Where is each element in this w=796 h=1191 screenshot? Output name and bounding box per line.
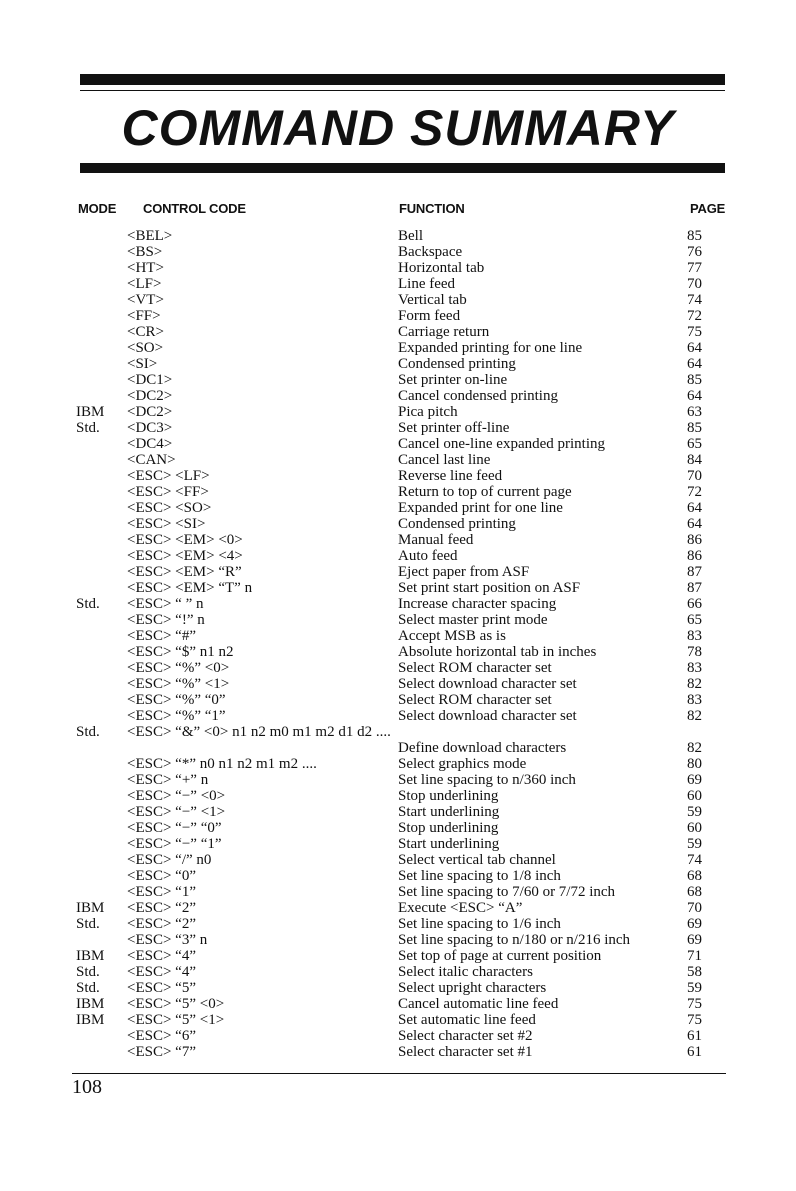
control-code-cell: <DC3> — [127, 420, 173, 436]
function-cell: Pica pitch — [398, 404, 458, 420]
function-cell: Set line spacing to 7/60 or 7/72 inch — [398, 884, 616, 900]
table-row — [0, 708, 796, 724]
page-cell: 61 — [687, 1044, 702, 1060]
table-row — [0, 852, 796, 868]
control-code-cell: <ESC> “2” — [127, 916, 196, 932]
function-cell: Select ROM character set — [398, 692, 552, 708]
function-cell: Start underlining — [398, 836, 500, 852]
page-cell: 71 — [687, 948, 702, 964]
control-code-cell: <DC1> — [127, 372, 173, 388]
table-row — [0, 516, 796, 532]
control-code-cell: <ESC> <SI> — [127, 516, 206, 532]
table-row — [0, 564, 796, 580]
table-row — [0, 452, 796, 468]
function-cell: Set top of page at current position — [398, 948, 602, 964]
function-cell: Set line spacing to n/180 or n/216 inch — [398, 932, 631, 948]
table-row — [0, 676, 796, 692]
page-cell: 74 — [687, 292, 702, 308]
control-code-cell: <ESC> <FF> — [127, 484, 209, 500]
function-cell: Auto feed — [398, 548, 458, 564]
table-row — [0, 724, 796, 740]
mode-cell: Std. — [76, 980, 100, 996]
page-cell: 61 — [687, 1028, 702, 1044]
control-code-cell: <ESC> “%” <1> — [127, 676, 230, 692]
function-cell: Select character set #2 — [398, 1028, 533, 1044]
page-cell: 75 — [687, 996, 702, 1012]
control-code-cell: <ESC> “0” — [127, 868, 196, 884]
page-cell: 70 — [687, 468, 702, 484]
control-code-cell: <ESC> “−” “1” — [127, 836, 222, 852]
table-row — [0, 820, 796, 836]
function-cell: Expanded printing for one line — [398, 340, 583, 356]
function-cell: Set automatic line feed — [398, 1012, 536, 1028]
table-row — [0, 324, 796, 340]
page-cell: 84 — [687, 452, 702, 468]
function-cell: Select character set #1 — [398, 1044, 533, 1060]
control-code-cell: <ESC> “6” — [127, 1028, 196, 1044]
function-cell: Expanded print for one line — [398, 500, 563, 516]
function-cell: Execute <ESC> “A” — [398, 900, 523, 916]
table-row — [0, 868, 796, 884]
control-code-cell: <ESC> “&” <0> n1 n2 m0 m1 m2 d1 d2 .... — [127, 724, 391, 740]
control-code-cell: <ESC> <LF> — [127, 468, 210, 484]
page-cell: 75 — [687, 324, 702, 340]
page-cell: 83 — [687, 628, 702, 644]
control-code-cell: <ESC> “−” “0” — [127, 820, 222, 836]
top-thin-rule — [80, 90, 725, 91]
function-cell: Select download character set — [398, 708, 577, 724]
header-control-code: CONTROL CODE — [143, 201, 246, 216]
function-cell: Manual feed — [398, 532, 474, 548]
page-cell: 65 — [687, 436, 702, 452]
function-cell: Stop underlining — [398, 820, 499, 836]
mode-cell: IBM — [76, 900, 105, 916]
control-code-cell: <SI> — [127, 356, 158, 372]
control-code-cell: <ESC> “7” — [127, 1044, 196, 1060]
table-row — [0, 596, 796, 612]
table-row — [0, 932, 796, 948]
table-row — [0, 500, 796, 516]
function-cell: Set line spacing to n/360 inch — [398, 772, 576, 788]
page-cell: 60 — [687, 820, 702, 836]
mode-cell: Std. — [76, 916, 100, 932]
function-cell: Set line spacing to 1/8 inch — [398, 868, 561, 884]
footer-rule — [72, 1073, 726, 1074]
page-cell: 63 — [687, 404, 702, 420]
header-mode: MODE — [78, 201, 117, 216]
table-row — [0, 292, 796, 308]
table-row — [0, 228, 796, 244]
control-code-cell: <ESC> “%” “1” — [127, 708, 226, 724]
function-cell: Set print start position on ASF — [398, 580, 581, 596]
function-cell: Eject paper from ASF — [398, 564, 530, 580]
title-underline-rule — [80, 163, 725, 173]
control-code-cell: <ESC> “5” <0> — [127, 996, 225, 1012]
header-function: FUNCTION — [399, 201, 465, 216]
table-row — [0, 436, 796, 452]
control-code-cell: <ESC> “*” n0 n1 n2 m1 m2 .... — [127, 756, 317, 772]
table-row — [0, 756, 796, 772]
control-code-cell: <ESC> “#” — [127, 628, 196, 644]
table-row — [0, 660, 796, 676]
table-row — [0, 532, 796, 548]
table-row — [0, 628, 796, 644]
page-cell: 59 — [687, 836, 702, 852]
table-row — [0, 420, 796, 436]
page-cell: 86 — [687, 548, 702, 564]
function-cell: Define download characters — [398, 740, 567, 756]
control-code-cell: <ESC> “ ” n — [127, 596, 204, 612]
table-row — [0, 1044, 796, 1060]
table-row — [0, 612, 796, 628]
page-cell: 72 — [687, 308, 702, 324]
table-row — [0, 1012, 796, 1028]
page-cell: 82 — [687, 708, 702, 724]
page-cell: 85 — [687, 372, 702, 388]
page-number: 108 — [72, 1076, 102, 1098]
function-cell: Backspace — [398, 244, 463, 260]
mode-cell: IBM — [76, 996, 105, 1012]
function-cell: Set printer on-line — [398, 372, 508, 388]
page-cell: 60 — [687, 788, 702, 804]
control-code-cell: <ESC> “3” n — [127, 932, 208, 948]
page-cell: 65 — [687, 612, 702, 628]
table-row — [0, 804, 796, 820]
table-row — [0, 980, 796, 996]
control-code-cell: <DC4> — [127, 436, 173, 452]
function-cell: Set printer off-line — [398, 420, 510, 436]
control-code-cell: <ESC> <EM> <0> — [127, 532, 243, 548]
control-code-cell: <ESC> “1” — [127, 884, 196, 900]
function-cell: Increase character spacing — [398, 596, 557, 612]
table-row — [0, 244, 796, 260]
table-row — [0, 484, 796, 500]
function-cell: Cancel automatic line feed — [398, 996, 559, 1012]
page-cell: 64 — [687, 500, 702, 516]
page-cell: 74 — [687, 852, 702, 868]
control-code-cell: <SO> — [127, 340, 164, 356]
control-code-cell: <CAN> — [127, 452, 176, 468]
function-cell: Select master print mode — [398, 612, 548, 628]
control-code-cell: <ESC> <EM> “R” — [127, 564, 242, 580]
page-cell: 87 — [687, 564, 702, 580]
table-row — [0, 1028, 796, 1044]
function-cell: Cancel one-line expanded printing — [398, 436, 606, 452]
table-row — [0, 788, 796, 804]
table-row — [0, 996, 796, 1012]
function-cell: Select download character set — [398, 676, 577, 692]
function-cell: Cancel last line — [398, 452, 491, 468]
mode-cell: Std. — [76, 596, 100, 612]
control-code-cell: <DC2> — [127, 388, 173, 404]
page-cell: 80 — [687, 756, 702, 772]
function-cell: Horizontal tab — [398, 260, 485, 276]
mode-cell: Std. — [76, 420, 100, 436]
control-code-cell: <DC2> — [127, 404, 173, 420]
page-cell: 70 — [687, 276, 702, 292]
control-code-cell: <ESC> <SO> — [127, 500, 212, 516]
function-cell: Select ROM character set — [398, 660, 552, 676]
control-code-cell: <ESC> “$” n1 n2 — [127, 644, 234, 660]
control-code-cell: <LF> — [127, 276, 162, 292]
page-cell: 75 — [687, 1012, 702, 1028]
control-code-cell: <ESC> “5” <1> — [127, 1012, 225, 1028]
page-cell: 69 — [687, 916, 702, 932]
mode-cell: IBM — [76, 404, 105, 420]
page-cell: 83 — [687, 692, 702, 708]
table-row — [0, 388, 796, 404]
function-cell: Condensed printing — [398, 516, 516, 532]
function-cell: Vertical tab — [398, 292, 467, 308]
page-cell: 64 — [687, 356, 702, 372]
page-cell: 64 — [687, 516, 702, 532]
control-code-cell: <ESC> “5” — [127, 980, 196, 996]
control-code-cell: <ESC> “%” “0” — [127, 692, 226, 708]
control-code-cell: <ESC> “−” <0> — [127, 788, 226, 804]
control-code-cell: <FF> — [127, 308, 161, 324]
control-code-cell: <VT> — [127, 292, 164, 308]
table-row — [0, 580, 796, 596]
page-cell: 85 — [687, 420, 702, 436]
page-cell: 58 — [687, 964, 702, 980]
page-cell: 70 — [687, 900, 702, 916]
table-row — [0, 836, 796, 852]
function-cell: Stop underlining — [398, 788, 499, 804]
page-cell: 72 — [687, 484, 702, 500]
control-code-cell: <CR> — [127, 324, 164, 340]
page-cell: 83 — [687, 660, 702, 676]
function-cell: Form feed — [398, 308, 461, 324]
table-row — [0, 740, 796, 756]
table-row — [0, 772, 796, 788]
control-code-cell: <ESC> “!” n — [127, 612, 205, 628]
table-row — [0, 356, 796, 372]
function-cell: Select italic characters — [398, 964, 533, 980]
control-code-cell: <ESC> “%” <0> — [127, 660, 230, 676]
page-cell: 76 — [687, 244, 702, 260]
page-cell: 85 — [687, 228, 702, 244]
table-row — [0, 308, 796, 324]
page-cell: 78 — [687, 644, 702, 660]
function-cell: Select upright characters — [398, 980, 547, 996]
page-cell: 68 — [687, 868, 702, 884]
page-title: COMMAND SUMMARY — [121, 100, 675, 156]
page-cell: 68 — [687, 884, 702, 900]
table-row — [0, 340, 796, 356]
function-cell: Set line spacing to 1/6 inch — [398, 916, 561, 932]
page-cell: 87 — [687, 580, 702, 596]
mode-cell: Std. — [76, 964, 100, 980]
table-row — [0, 964, 796, 980]
page-cell: 69 — [687, 772, 702, 788]
table-row — [0, 692, 796, 708]
mode-cell: IBM — [76, 948, 105, 964]
function-cell: Bell — [398, 228, 423, 244]
mode-cell: IBM — [76, 1012, 105, 1028]
table-row — [0, 548, 796, 564]
function-cell: Line feed — [398, 276, 456, 292]
control-code-cell: <BEL> — [127, 228, 173, 244]
page-cell: 64 — [687, 388, 702, 404]
function-cell: Absolute horizontal tab in inches — [398, 644, 597, 660]
function-cell: Select graphics mode — [398, 756, 527, 772]
control-code-cell: <ESC> “−” <1> — [127, 804, 226, 820]
control-code-cell: <ESC> “4” — [127, 948, 196, 964]
table-row — [0, 900, 796, 916]
top-thick-rule — [80, 74, 725, 85]
table-row — [0, 404, 796, 420]
function-cell: Carriage return — [398, 324, 490, 340]
function-cell: Accept MSB as is — [398, 628, 506, 644]
page-cell: 59 — [687, 980, 702, 996]
page-cell: 82 — [687, 740, 702, 756]
control-code-cell: <HT> — [127, 260, 164, 276]
mode-cell: Std. — [76, 724, 100, 740]
page-cell: 66 — [687, 596, 702, 612]
control-code-cell: <ESC> “+” n — [127, 772, 209, 788]
table-row — [0, 372, 796, 388]
table-row — [0, 260, 796, 276]
page-cell: 59 — [687, 804, 702, 820]
function-cell: Select vertical tab channel — [398, 852, 556, 868]
page-cell: 77 — [687, 260, 702, 276]
control-code-cell: <ESC> <EM> “T” n — [127, 580, 253, 596]
table-row — [0, 916, 796, 932]
table-row — [0, 948, 796, 964]
table-row — [0, 644, 796, 660]
header-page: PAGE — [690, 201, 726, 216]
control-code-cell: <ESC> “4” — [127, 964, 196, 980]
table-row — [0, 468, 796, 484]
control-code-cell: <ESC> “2” — [127, 900, 196, 916]
table-row — [0, 884, 796, 900]
page-cell: 64 — [687, 340, 702, 356]
function-cell: Start underlining — [398, 804, 500, 820]
page-cell: 82 — [687, 676, 702, 692]
function-cell: Return to top of current page — [398, 484, 572, 500]
page-cell: 86 — [687, 532, 702, 548]
control-code-cell: <ESC> <EM> <4> — [127, 548, 243, 564]
control-code-cell: <ESC> “/” n0 — [127, 852, 212, 868]
table-row — [0, 276, 796, 292]
function-cell: Cancel condensed printing — [398, 388, 558, 404]
page-cell: 69 — [687, 932, 702, 948]
control-code-cell: <BS> — [127, 244, 163, 260]
function-cell: Condensed printing — [398, 356, 516, 372]
function-cell: Reverse line feed — [398, 468, 503, 484]
